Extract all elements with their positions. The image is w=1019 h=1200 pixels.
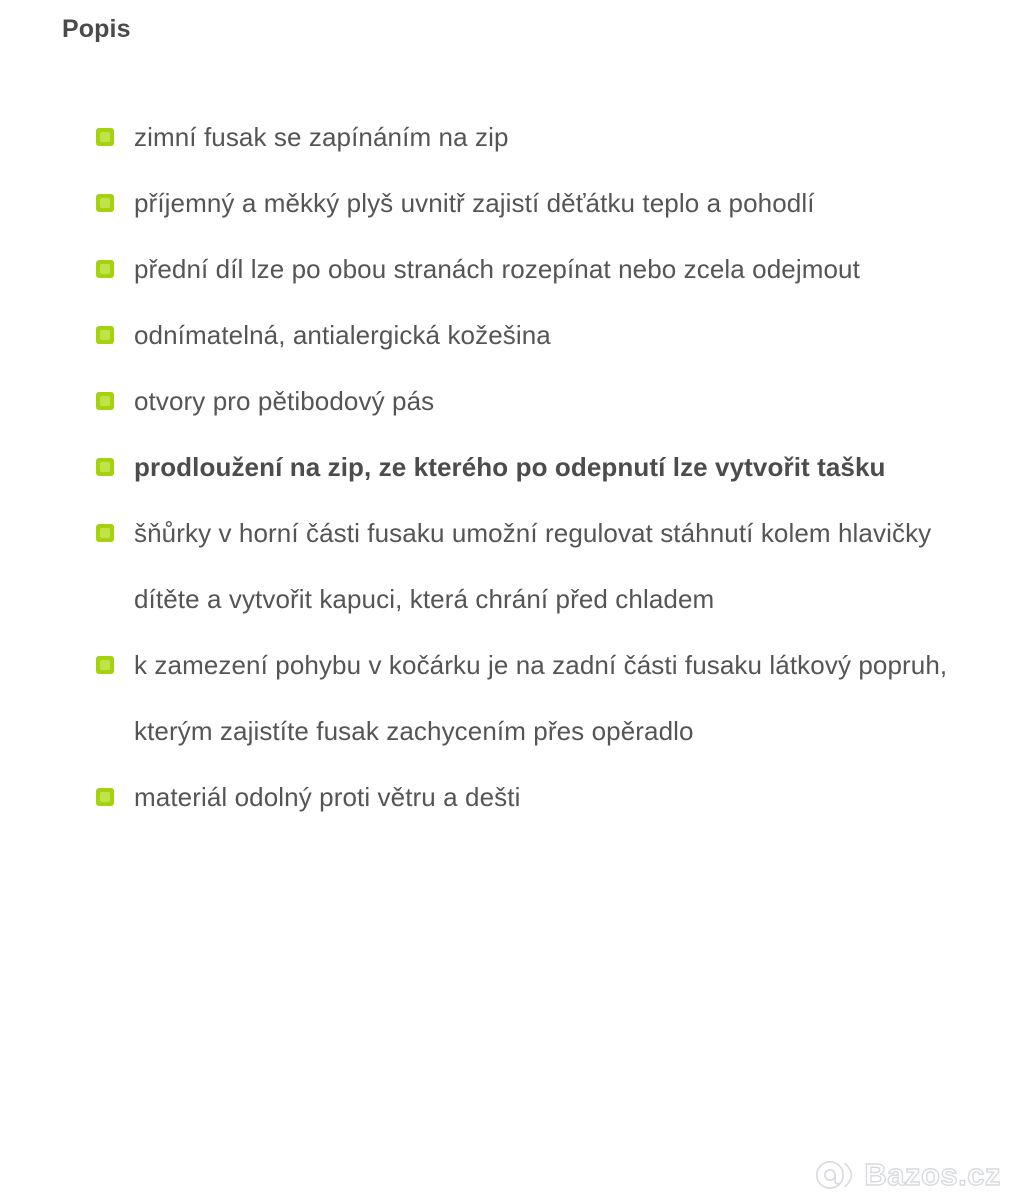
list-item: [96, 500, 976, 632]
list-item: [96, 434, 976, 500]
list-item-label: k zamezení pohybu v kočárku je na zadní části fusaku látkový popruh, kterým zajistíte fusak zachycením přes opěradlo: [134, 650, 948, 746]
list-item: [96, 632, 976, 764]
list-item: [96, 236, 976, 302]
list-item-label: příjemný a měkký plyš uvnitř zajistí děťátku teplo a pohodlí: [134, 188, 815, 218]
green-square-bullet-icon: [96, 392, 114, 410]
bazos-at-logo-icon: [815, 1158, 855, 1192]
list-item-label: otvory pro pětibodový pás: [134, 386, 435, 416]
green-square-bullet-icon: [96, 524, 114, 542]
page-title: Popis: [62, 15, 131, 43]
list-item: [96, 302, 976, 368]
list-item: [96, 368, 976, 434]
green-square-bullet-icon: [96, 194, 114, 212]
green-square-bullet-icon: [96, 788, 114, 806]
feature-list: [96, 104, 976, 830]
list-item: [96, 104, 976, 170]
list-item-label: odnímatelná, antialergická kožešina: [134, 320, 551, 350]
list-item-label: zimní fusak se zapínáním na zip: [134, 122, 509, 152]
green-square-bullet-icon: [96, 326, 114, 344]
list-item-label: přední díl lze po obou stranách rozepínat nebo zcela odejmout: [134, 254, 860, 284]
list-item-label: šňůrky v horní části fusaku umožní regulovat stáhnutí kolem hlavičky dítěte a vytvořit kapuci, která chrání před chladem: [134, 518, 932, 614]
list-item-label: materiál odolný proti větru a dešti: [134, 782, 521, 812]
list-item: [96, 170, 976, 236]
list-item-label: prodloužení na zip, ze kterého po odepnutí lze vytvořit tašku: [134, 452, 886, 482]
watermark-label: Bazos.cz: [864, 1157, 1001, 1192]
green-square-bullet-icon: [96, 260, 114, 278]
green-square-bullet-icon: [96, 458, 114, 476]
watermark: [815, 1158, 1001, 1192]
green-square-bullet-icon: [96, 128, 114, 146]
green-square-bullet-icon: [96, 656, 114, 674]
list-item: [96, 764, 976, 830]
